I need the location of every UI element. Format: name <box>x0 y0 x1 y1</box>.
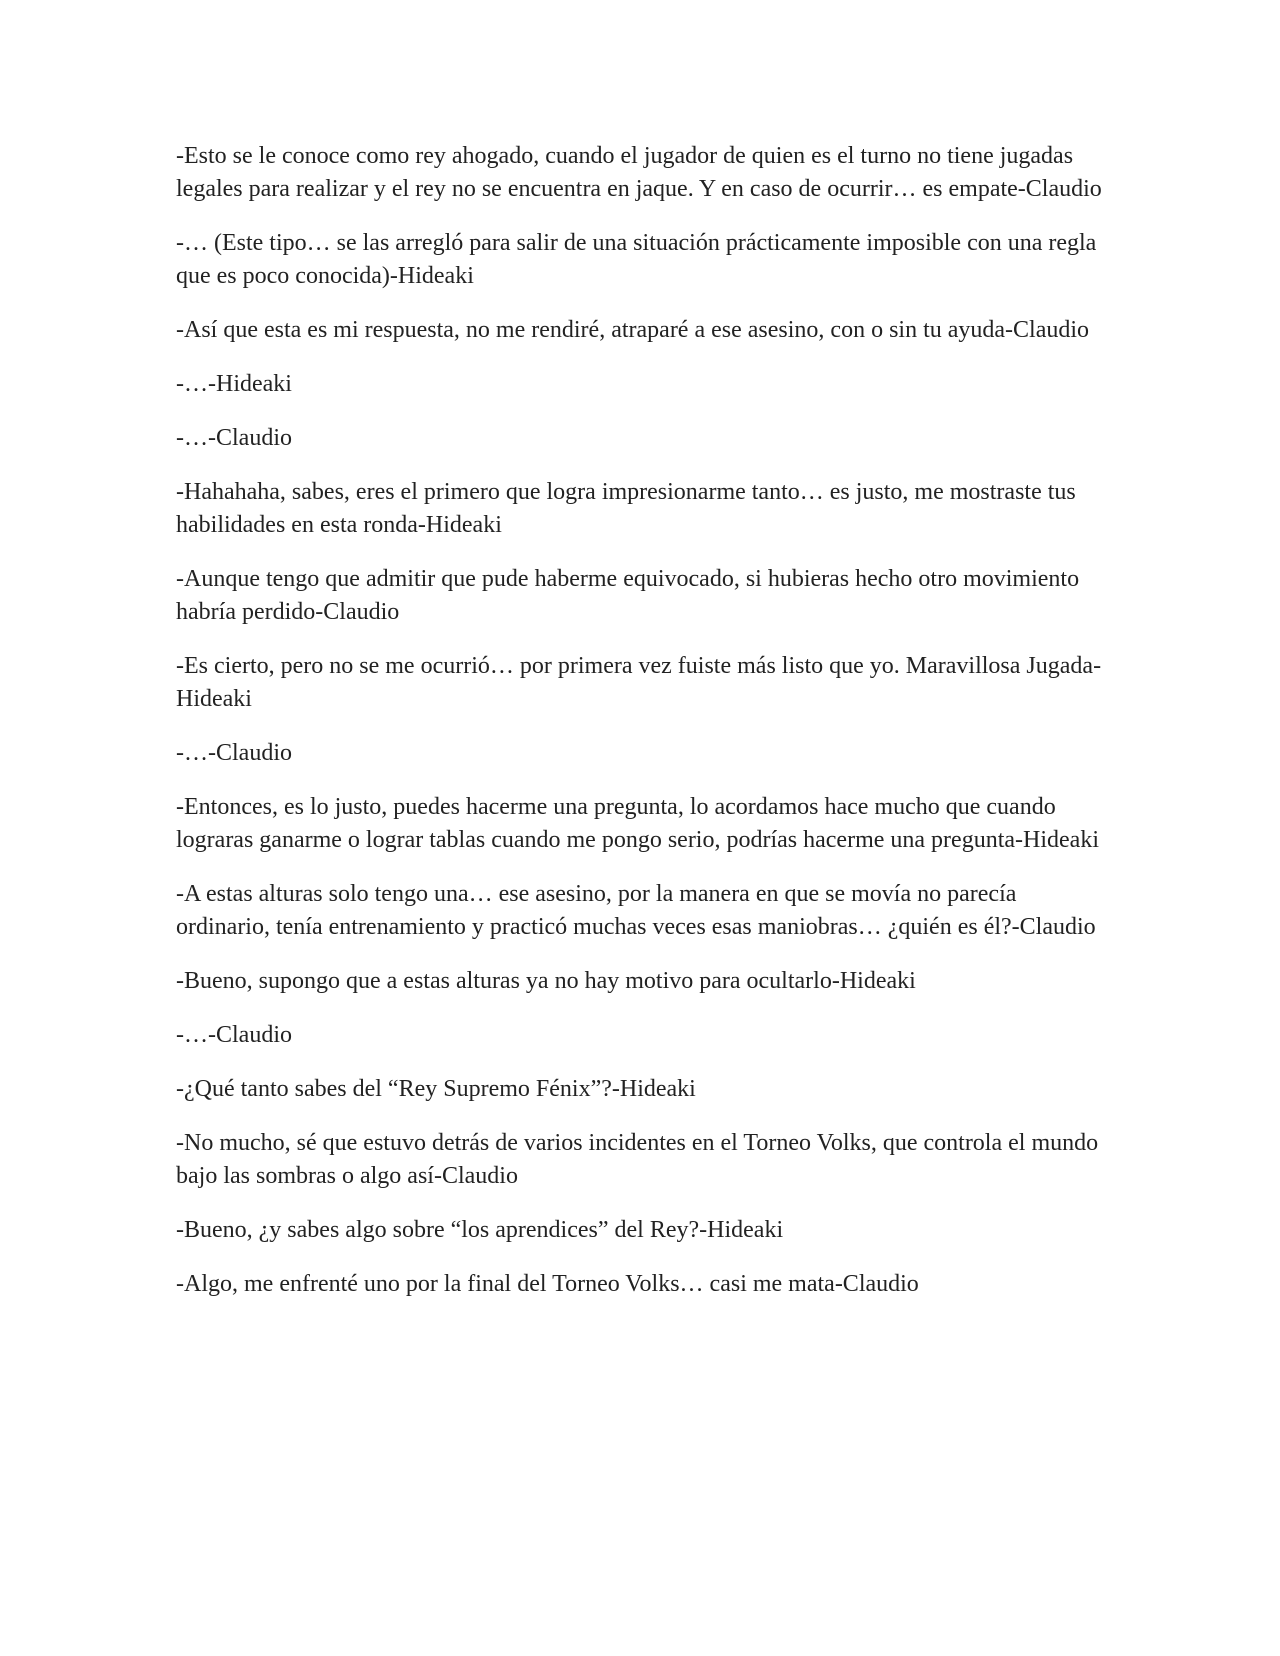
paragraph-2: -… (Este tipo… se las arregló para salir de una situación prácticamente imposible con una regla que es poco conocida)-Hideaki <box>176 230 1097 289</box>
paragraph-10: -Entonces, es lo justo, puedes hacerme una pregunta, lo acordamos hace mucho que cuando lograras ganarme o lograr tablas cuando me pongo serio, podrías hacerme una pregunta-Hideaki <box>176 794 1099 853</box>
paragraph-1: -Esto se le conoce como rey ahogado, cuando el jugador de quien es el turno no tiene jugadas legales para realizar y el rey no se encuentra en jaque. Y en caso de ocurrir… es empate-Claudio <box>176 143 1102 202</box>
paragraph-3: -Así que esta es mi respuesta, no me rendiré, atraparé a ese asesino, con o sin tu ayuda-Claudio <box>176 317 1090 343</box>
paragraph-11: -A estas alturas solo tengo una… ese asesino, por la manera en que se movía no parecía ordinario, tenía entrenamiento y practicó muchas veces esas maniobras… ¿quién es él?-Claudio <box>176 881 1096 940</box>
paragraph-6: -Hahahaha, sabes, eres el primero que logra impresionarme tanto… es justo, me mostraste tus habilidades en esta ronda-Hideaki <box>176 479 1076 538</box>
paragraph-8: -Es cierto, pero no se me ocurrió… por primera vez fuiste más listo que yo. Maravillosa Jugada-Hideaki <box>176 653 1102 712</box>
paragraph-9: -…-Claudio <box>176 740 292 766</box>
paragraph-12: -Bueno, supongo que a estas alturas ya no hay motivo para ocultarlo-Hideaki <box>176 968 916 994</box>
paragraph-17: -Algo, me enfrenté uno por la final del Torneo Volks… casi me mata-Claudio <box>176 1271 919 1297</box>
paragraph-15: -No mucho, sé que estuvo detrás de varios incidentes en el Torneo Volks, que controla el mundo bajo las sombras o algo así-Claudio <box>176 1130 1099 1189</box>
paragraph-13: -…-Claudio <box>176 1022 292 1048</box>
paragraph-4: -…-Hideaki <box>176 371 292 397</box>
paragraph-7: -Aunque tengo que admitir que pude haberme equivocado, si hubieras hecho otro movimiento habría perdido-Claudio <box>176 566 1080 625</box>
paragraph-16: -Bueno, ¿y sabes algo sobre “los aprendices” del Rey?-Hideaki <box>176 1217 784 1243</box>
document-body <box>176 140 1106 1322</box>
paragraph-14: -¿Qué tanto sabes del “Rey Supremo Fénix”?-Hideaki <box>176 1076 696 1102</box>
paragraph-5: -…-Claudio <box>176 425 292 451</box>
